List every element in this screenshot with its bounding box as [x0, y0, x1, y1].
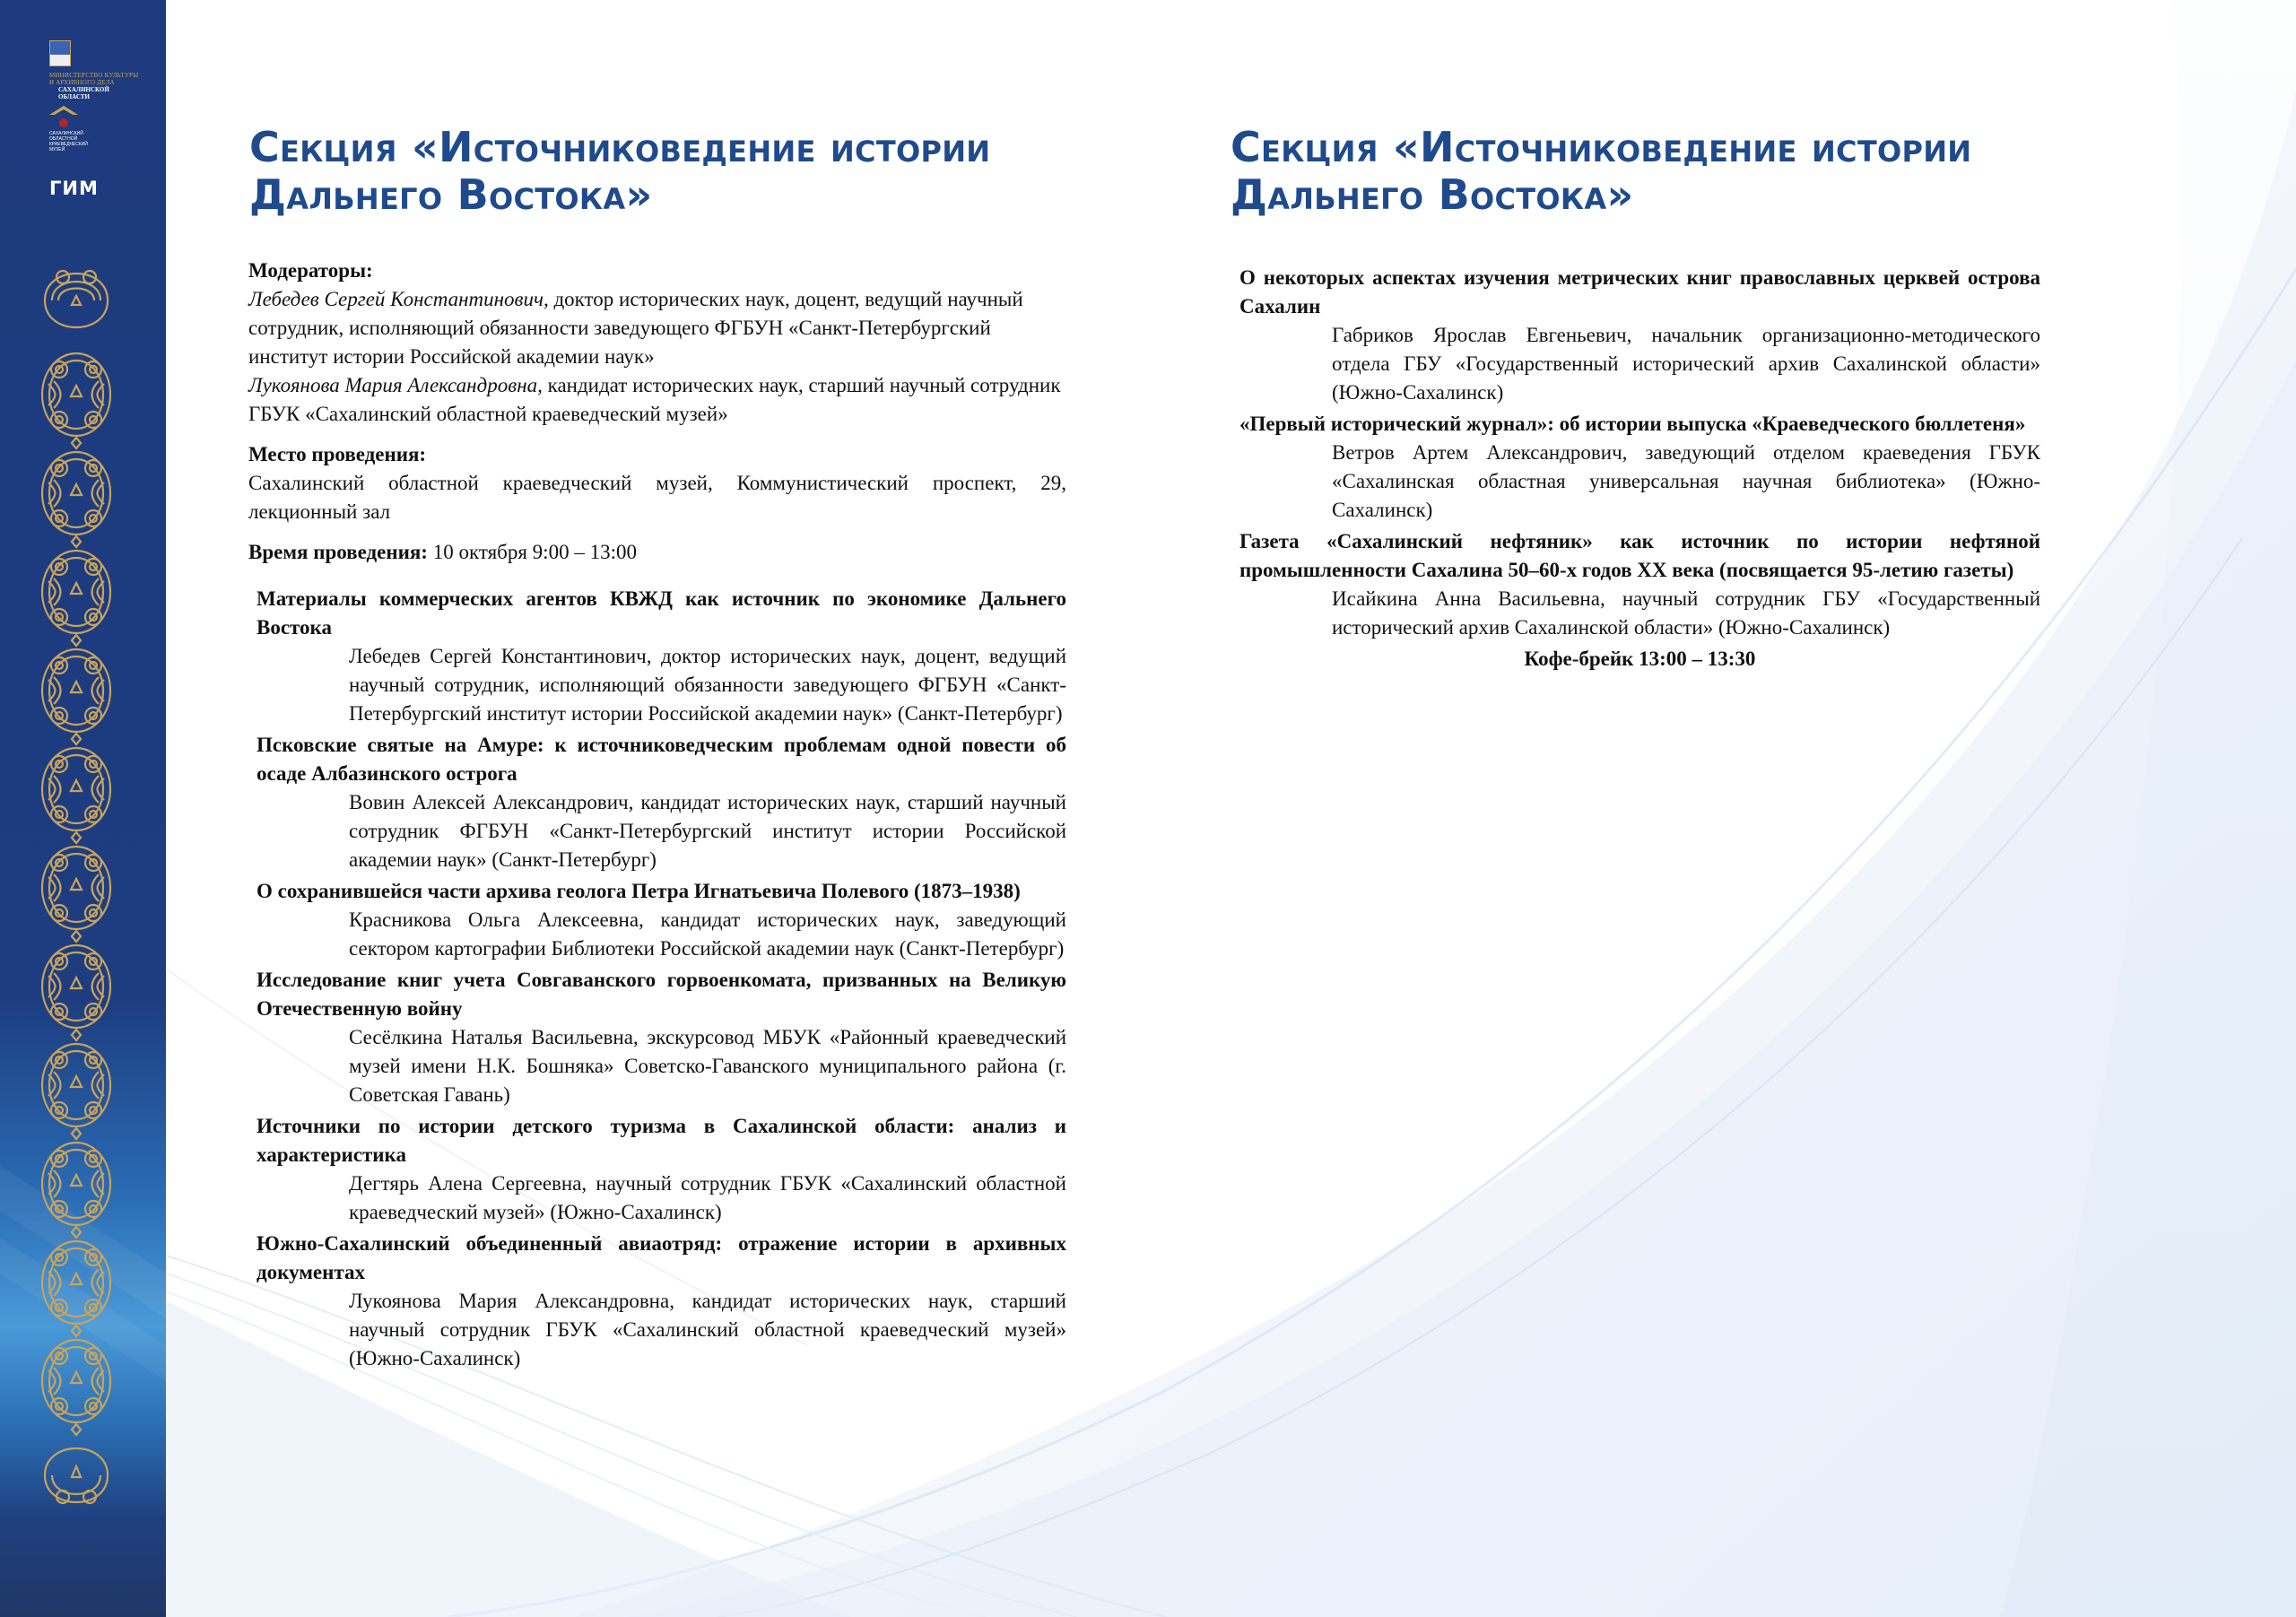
- talk-title: «Первый исторический журнал»: об истории выпуска «Краеведческого бюллетеня»: [1239, 413, 2026, 435]
- museum-line-4: МУЗЕЙ: [49, 147, 65, 152]
- talk-item: [1239, 410, 2040, 525]
- talk-item: [257, 877, 1066, 963]
- talk-speaker: Лебедев Сергей Константинович, доктор исторических наук, доцент, ведущий научный сотрудник, исполняющий обязанности заведующего ФГБУН «Санкт-Петербургский институт истории Российской академии наук» (Санкт-Петербург): [349, 645, 1066, 725]
- moderators-label: Модераторы:: [248, 259, 373, 282]
- ministry-line-1: МИНИСТЕРСТВО КУЛЬТУРЫ: [49, 72, 139, 79]
- sidebar-band: [0, 0, 166, 1617]
- ministry-logo: [49, 40, 161, 100]
- talk-list: [248, 585, 1066, 1373]
- moderators-block: [248, 256, 1066, 429]
- coffee-break: Кофе-брейк 13:00 – 13:30: [1524, 648, 1756, 670]
- gim-logo: ГИМ: [49, 178, 99, 199]
- talk-title: О сохранившейся части архива геолога Петра Игнатьевича Полевого (1873–1938): [257, 880, 1021, 902]
- talk-item: [1239, 527, 2040, 642]
- museum-logo: [49, 106, 157, 152]
- moderator-desc: кандидат исторических наук, старший научный сотрудник ГБУК «Сахалинский областной краеведческий музей»: [248, 374, 1061, 425]
- talk-item: [257, 731, 1066, 874]
- talk-speaker: Исайкина Анна Васильевна, научный сотрудник ГБУ «Государственный исторический архив Сахалинской области» (Южно-Сахалинск): [1332, 587, 2040, 639]
- time-label: Время проведения:: [248, 541, 428, 563]
- chevron-roof-icon: [49, 106, 78, 115]
- talk-title: Псковские святые на Амуре: к источниковедческим проблемам одной повести об осаде Албазинского острога: [257, 734, 1066, 785]
- ministry-line-4: ОБЛАСТИ: [58, 93, 90, 100]
- moderator-name: Лукоянова Мария Александровна,: [248, 374, 543, 396]
- talk-title: Материалы коммерческих агентов КВЖД как источник по экономике Дальнего Востока: [257, 587, 1066, 639]
- talk-item: [257, 585, 1066, 728]
- left-column: [248, 256, 1066, 1376]
- gold-ornament: [36, 256, 117, 1520]
- museum-line-2: ОБЛАСТНОЙ: [49, 136, 78, 142]
- moderator-entry: [248, 371, 1066, 429]
- red-dot-icon: [59, 118, 68, 127]
- page-title-left: Секция «Источниковедение истории Дальнего Востока»: [249, 123, 991, 219]
- talk-speaker: Красникова Ольга Алексеевна, кандидат исторических наук, заведующий сектором картографии Библиотеки Российской академии наук (Санкт-Петербург): [349, 908, 1066, 960]
- moderator-desc: доктор исторических наук, доцент, ведущий научный сотрудник, исполняющий обязанности заведующего ФГБУН «Санкт-Петербургский институт истории Российской академии наук»: [248, 288, 1023, 368]
- time-value: 10 октября 9:00 – 13:00: [427, 541, 637, 563]
- talk-title: Источники по истории детского туризма в Сахалинской области: анализ и характеристика: [257, 1115, 1066, 1166]
- talk-item: [257, 966, 1066, 1109]
- time-line: [248, 538, 1066, 567]
- museum-line-1: САХАЛИНСКИЙ: [49, 131, 83, 136]
- talk-speaker: Сесёлкина Наталья Васильевна, экскурсовод МБУК «Районный краеведческий музей имени Н.К. Бошняка» Советско-Гаванского муниципального района (г. Советская Гавань): [349, 1026, 1066, 1106]
- talk-title: О некоторых аспектах изучения метрических книг православных церквей острова Сахалин: [1239, 266, 2040, 317]
- venue-text: Сахалинский областной краеведческий музей, Коммунистический проспект, 29, лекционный зал: [248, 472, 1066, 523]
- talk-speaker: Лукоянова Мария Александровна, кандидат исторических наук, старший научный сотрудник ГБУК «Сахалинский областной краеведческий музей» (Южно-Сахалинск): [349, 1290, 1066, 1369]
- page-title-right: Секция «Источниковедение истории Дальнего Востока»: [1231, 123, 1972, 219]
- ministry-line-2: И АРХИВНОГО ДЕЛА: [49, 79, 115, 86]
- talk-speaker: Габриков Ярослав Евгеньевич, начальник организационно-методического отдела ГБУ «Государственный исторический архив Сахалинской области» (Южно-Сахалинск): [1332, 324, 2040, 404]
- right-column: [1239, 264, 2040, 674]
- coat-of-arms-icon: [49, 40, 71, 66]
- moderator-name: Лебедев Сергей Константинович,: [248, 288, 549, 310]
- talk-title: Исследование книг учета Совгаванского горвоенкомата, призванных на Великую Отечественную войну: [257, 969, 1066, 1020]
- time-block: [248, 538, 1066, 567]
- talk-item: [1239, 264, 2040, 407]
- talk-item: [257, 1230, 1066, 1373]
- moderator-entry: [248, 285, 1066, 371]
- ministry-line-3: САХАЛИНСКОЙ: [58, 86, 109, 93]
- talk-title: Южно-Сахалинский объединенный авиаотряд: отражение истории в архивных документах: [257, 1232, 1066, 1283]
- museum-line-3: КРАЕВЕДЧЕСКИЙ: [49, 142, 88, 147]
- talk-speaker: Ветров Артем Александрович, заведующий отделом краеведения ГБУК «Сахалинская областная универсальная научная библиотека» (Южно-Сахалинск): [1332, 441, 2040, 521]
- talk-item: [257, 1112, 1066, 1227]
- talk-title: Газета «Сахалинский нефтяник» как источник по истории нефтяной промышленности Сахалина 50–60-х годов XX века (посвящается 95-летию газеты): [1239, 530, 2040, 581]
- venue-label: Место проведения:: [248, 443, 427, 465]
- venue-block: [248, 440, 1066, 526]
- talk-speaker: Вовин Алексей Александрович, кандидат исторических наук, старший научный сотрудник ФГБУН «Санкт-Петербургский институт истории Российской академии наук» (Санкт-Петербург): [349, 791, 1066, 871]
- talk-speaker: Дегтярь Алена Сергеевна, научный сотрудник ГБУК «Сахалинский областной краеведческий музей» (Южно-Сахалинск): [349, 1172, 1066, 1223]
